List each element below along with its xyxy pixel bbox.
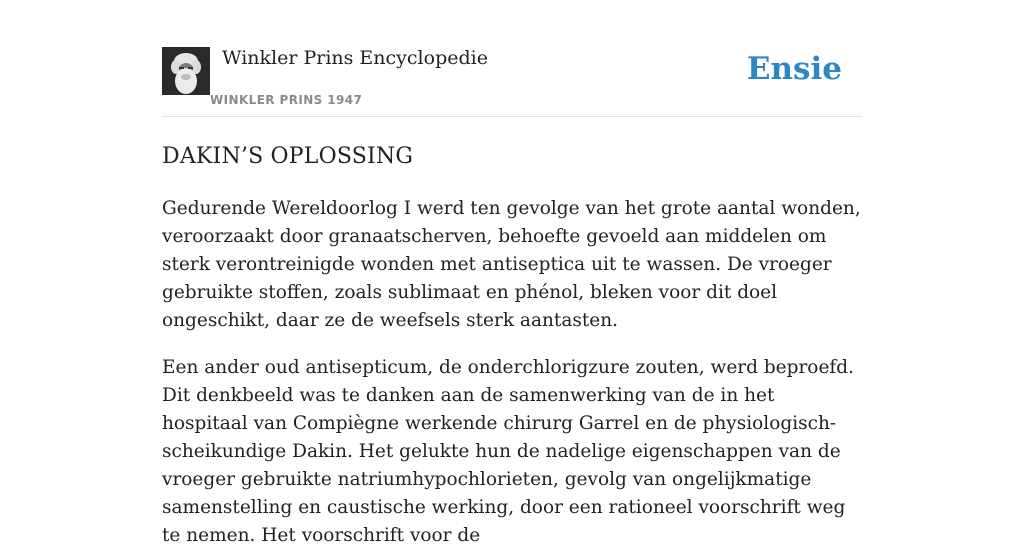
portrait-avatar-icon[interactable]	[162, 47, 210, 95]
article-title: DAKIN’S OPLOSSING	[162, 144, 414, 169]
edition-label[interactable]: WINKLER PRINS 1947	[210, 93, 363, 107]
article-paragraph: Gedurende Wereldoorlog I werd ten gevolge van het grote aantal wonden, veroorzaakt door granaatscherven, behoefte gevoeld aan middelen om sterk verontreinigde wonden met antiseptica uit te wassen. De vroeger gebruikte stoffen, zoals sublimaat en phénol, bleken voor dit doel ongeschikt, daar ze de weefsels sterk aantasten.	[162, 198, 861, 331]
ensie-logo-link[interactable]: Ensie	[746, 51, 842, 87]
article-paragraph: Een ander oud antisepticum, de onderchlorigzure zouten, werd beproefd. Dit denkbeeld was te danken aan de samenwerking van de in het hospitaal van Compiègne werkende chirurg Garrel en de physiologisch-scheikundige Dakin. Het gelukte hun de nadelige eigenschappen van de vroeger gebruikte natriumhypochlorieten, gevolg van ongelijkmatige samenstelling en caustische werking, door een rationeel voorschrift weg te nemen. Het voorschrift voor de	[162, 357, 854, 546]
page-container	[162, 0, 862, 550]
site-header	[162, 0, 862, 117]
portrait-avatar-graphic	[162, 47, 210, 95]
site-title[interactable]: Winkler Prins Encyclopedie	[222, 47, 488, 69]
